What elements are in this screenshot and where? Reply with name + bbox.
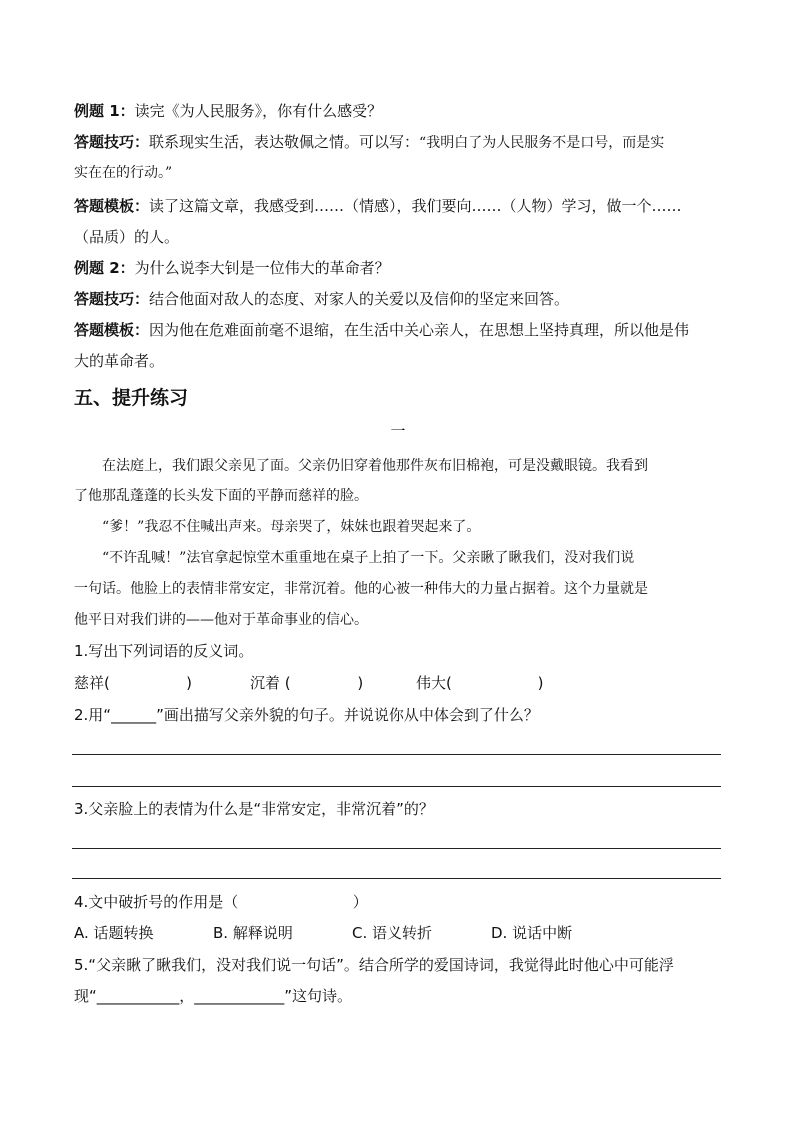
passage-paragraph-2: “爹！”我忍不住喊出声来。母亲哭了，妹妹也跟着哭起来了。 [102, 519, 481, 535]
section-title: 五、提升练习 [74, 387, 189, 409]
antonym-blank-cixiang[interactable]: 慈祥( ) [74, 674, 192, 692]
answer-line[interactable] [72, 754, 721, 755]
passage-number: 一 [390, 422, 406, 440]
answer-template-1-text: 读了这篇文章，我感受到……（情感），我们要向……（人物）学习，做一个…… [149, 197, 682, 215]
question-4-options [74, 922, 734, 944]
answer-tip-1-label: 答题技巧： [74, 133, 150, 151]
question-2: 2.用“______”画出描写父亲外貌的句子。并说说你从中体会到了什么？ [74, 706, 539, 724]
answer-template-1-label: 答题模板： [74, 197, 150, 215]
answer-line[interactable] [72, 878, 721, 879]
question-1: 1.写出下列词语的反义词。 [74, 642, 254, 660]
example-2-question [74, 257, 734, 279]
answer-tip-1 [74, 131, 734, 154]
question-5-cont: 现“___________，____________”这句诗。 [74, 987, 353, 1005]
example-1-text: 读完《为人民服务》，你有什么感受？ [134, 102, 383, 120]
answer-template-2-cont: 大的革命者。 [74, 352, 165, 370]
question-3: 3.父亲脸上的表情为什么是“非常安定，非常沉着”的？ [74, 800, 434, 818]
example-2-text: 为什么说李大钊是一位伟大的革命者？ [134, 259, 390, 277]
option-c[interactable]: C. 语义转折 [352, 924, 433, 942]
option-b[interactable]: B. 解释说明 [213, 924, 293, 942]
answer-template-2-label: 答题模板： [74, 321, 150, 339]
answer-tip-1-quote-cont: 实在在的行动。” [74, 165, 173, 181]
passage-paragraph-3-cont-2: 他平日对我们讲的——他对于革命事业的信心。 [74, 612, 368, 628]
option-d[interactable]: D. 说话中断 [491, 924, 573, 942]
answer-tip-1-text: 联系现实生活，表达敬佩之情。可以写： [149, 133, 420, 151]
antonym-blank-chenzhuo[interactable]: 沉着 ( ) [250, 674, 364, 692]
option-a[interactable]: A. 话题转换 [74, 924, 154, 942]
answer-template-2-text: 因为他在危难面前毫不退缩，在生活中关心亲人，在思想上坚持真理，所以他是伟 [149, 321, 690, 339]
answer-line[interactable] [72, 848, 721, 849]
answer-template-2 [74, 319, 734, 341]
answer-template-1-cont: （品质）的人。 [74, 228, 180, 246]
example-1-label: 例题 1： [74, 102, 135, 120]
answer-tip-2-text: 结合他面对敌人的态度、对家人的关爱以及信仰的坚定来回答。 [149, 290, 570, 308]
passage-paragraph-3-cont-1: 一句话。他脸上的表情非常安定，非常沉着。他的心被一种伟大的力量占据着。这个力量就是 [74, 581, 648, 597]
question-4: 4.文中破折号的作用是（ ） [74, 893, 368, 911]
answer-template-1 [74, 195, 734, 217]
passage-paragraph-3: “不许乱喊！”法官拿起惊堂木重重地在桌子上拍了一下。父亲瞅了瞅我们，没对我们说 [102, 550, 635, 566]
antonym-blank-weida[interactable]: 伟大( ) [416, 674, 544, 692]
answer-tip-1-quote: “我明白了为人民服务不是口号，而是实 [419, 135, 665, 151]
question-1-answers [74, 672, 734, 694]
answer-tip-2-label: 答题技巧： [74, 290, 150, 308]
answer-tip-2 [74, 288, 734, 310]
example-1-question [74, 100, 734, 122]
example-2-label: 例题 2： [74, 259, 135, 277]
passage-paragraph-1-cont: 了他那乱蓬蓬的长头发下面的平静而慈祥的脸。 [74, 488, 368, 504]
passage-paragraph-1: 在法庭上，我们跟父亲见了面。父亲仍旧穿着他那件灰布旧棉袍，可是没戴眼镜。我看到 [102, 458, 648, 474]
answer-line[interactable] [72, 786, 721, 787]
question-5: 5.“父亲瞅了瞅我们，没对我们说一句话”。结合所学的爱国诗词，我觉得此时他心中可能浮 [74, 956, 674, 974]
